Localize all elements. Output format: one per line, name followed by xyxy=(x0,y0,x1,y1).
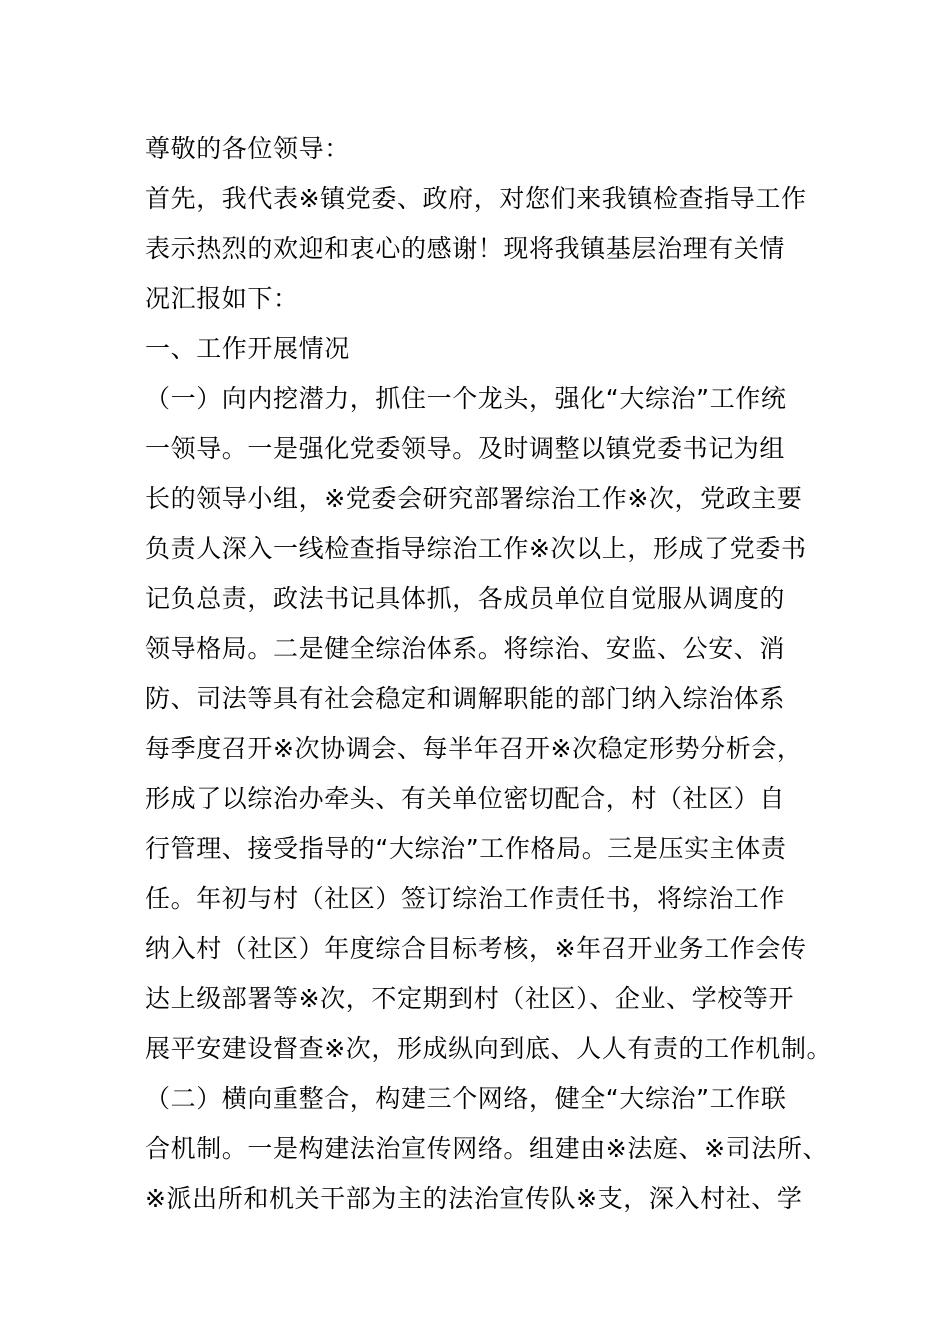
paragraph-line: 形成了以综治办牵头、有关单位密切配合，村（社区）自 xyxy=(145,784,786,813)
paragraph-line: ※派出所和机关干部为主的法治宣传队※支，深入村社、学 xyxy=(145,1184,803,1213)
salutation-line: 尊敬的各位领导： xyxy=(145,134,350,163)
paragraph-line: 每季度召开※次协调会、每半年召开※次稳定形势分析会， xyxy=(145,734,803,763)
paragraph-line: 行管理、接受指导的“大综治”工作格局。三是压实主体责 xyxy=(145,834,787,863)
paragraph-line: 任。年初与村（社区）签订综治工作责任书，将综治工作 xyxy=(145,884,786,913)
paragraph-line: 纳入村（社区）年度综合目标考核，※年召开业务工作会传 xyxy=(145,934,807,963)
paragraph-line: 表示热烈的欢迎和衷心的感谢！现将我镇基层治理有关情 xyxy=(145,234,786,263)
paragraph-line: 展平安建设督查※次，形成纵向到底、人人有责的工作机制。 xyxy=(145,1034,833,1063)
paragraph-line: 况汇报如下： xyxy=(145,284,299,313)
paragraph-line: 长的领导小组，※党委会研究部署综治工作※次，党政主要 xyxy=(145,484,803,513)
paragraph-line: 一领导。一是强化党委领导。及时调整以镇党委书记为组 xyxy=(145,434,786,463)
section-heading: 一、工作开展情况 xyxy=(145,334,350,363)
paragraph-line: 达上级部署等※次，不定期到村（社区）、企业、学校等开 xyxy=(145,984,795,1013)
paragraph-line: （二）横向重整合，构建三个网络，健全“大综治”工作联 xyxy=(145,1084,787,1113)
paragraph-line: 记负总责，政法书记具体抓，各成员单位自觉服从调度的 xyxy=(145,584,786,613)
paragraph-line: 防、司法等具有社会稳定和调解职能的部门纳入综治体系 xyxy=(145,684,786,713)
paragraph-line: 领导格局。二是健全综治体系。将综治、安监、公安、消 xyxy=(145,634,786,663)
paragraph-line: 合机制。一是构建法治宣传网络。组建由※法庭、※司法所、 xyxy=(145,1134,829,1163)
paragraph-line: 首先，我代表※镇党委、政府，对您们来我镇检查指导工作 xyxy=(145,184,807,213)
paragraph-line: 负责人深入一线检查指导综治工作※次以上，形成了党委书 xyxy=(145,534,807,563)
paragraph-line: （一）向内挖潜力，抓住一个龙头，强化“大综治”工作统 xyxy=(145,384,787,413)
